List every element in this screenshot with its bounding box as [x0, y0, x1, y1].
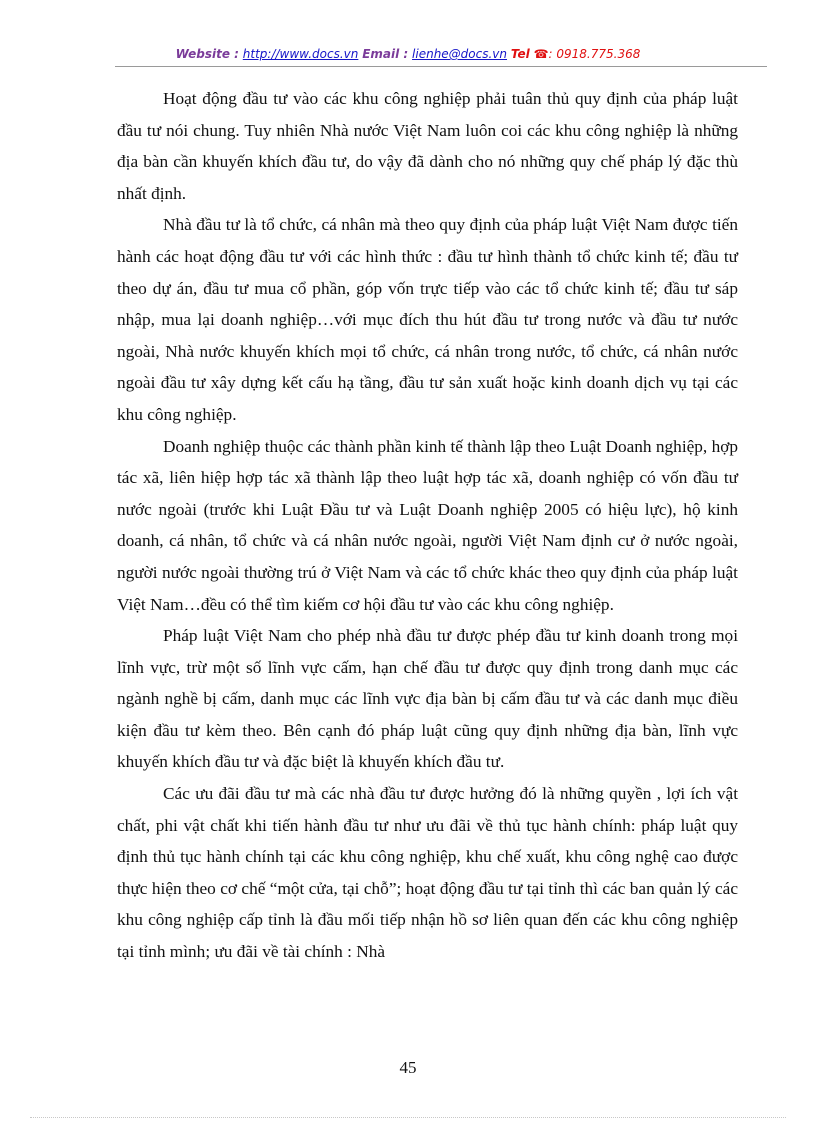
paragraph: Các ưu đãi đầu tư mà các nhà đầu tư được hưởng đó là những quyền , lợi ích vật chất, phi vật chất khi tiến hành đầu tư như ưu đãi về thủ tục hành chính: pháp luật quy định thủ tục hành chính tại các khu công nghiệp, khu chế xuất, khu công nghệ cao được thực hiện theo cơ chế “một cửa, tại chỗ”; hoạt động đầu tư tại tỉnh thì các ban quản lý các khu công nghiệp cấp tỉnh là đầu mối tiếp nhận hồ sơ liên quan đến các khu công nghiệp tại tỉnh mình; ưu đãi về tài chính : Nhà: [117, 784, 738, 962]
tel-label: Tel: [510, 47, 530, 61]
email-label: Email :: [362, 47, 409, 61]
email-link[interactable]: lienhe@docs.vn: [412, 47, 508, 61]
page-number: 45: [399, 1058, 417, 1077]
tel-number: : 0918.775.368: [548, 47, 641, 61]
header-divider: [115, 66, 767, 67]
phone-icon: ☎: [533, 47, 549, 61]
website-link[interactable]: http://www.docs.vn: [242, 47, 359, 61]
website-label: Website :: [175, 47, 239, 61]
paragraph: Pháp luật Việt Nam cho phép nhà đầu tư được phép đầu tư kinh doanh trong mọi lĩnh vực, trừ một số lĩnh vực cấm, hạn chế đầu tư được quy định trong danh mục các ngành nghề bị cấm, danh mục các lĩnh vực địa bàn bị cấm đầu tư và các danh mục điều kiện đầu tư kèm theo. Bên cạnh đó pháp luật cũng quy định những địa bàn, lĩnh vực khuyến khích đầu tư và đặc biệt là khuyến khích đầu tư.: [117, 626, 738, 772]
document-body: [117, 83, 738, 968]
footer-divider: [30, 1117, 786, 1118]
paragraph: Doanh nghiệp thuộc các thành phần kinh tế thành lập theo Luật Doanh nghiệp, hợp tác xã, liên hiệp hợp tác xã thành lập theo luật hợp tác xã, doanh nghiệp có vốn đầu tư nước ngoài (trước khi Luật Đầu tư và Luật Doanh nghiệp 2005 có hiệu lực), hộ kinh doanh, cá nhân, tổ chức và cá nhân nước ngoài, người Việt Nam định cư ở nước ngoài, người nước ngoài thường trú ở Việt Nam và các tổ chức khác theo quy định của pháp luật Việt Nam…đều có thể tìm kiếm cơ hội đầu tư vào các khu công nghiệp.: [117, 436, 738, 614]
paragraph: Hoạt động đầu tư vào các khu công nghiệp phải tuân thủ quy định của pháp luật đầu tư nói chung. Tuy nhiên Nhà nước Việt Nam luôn coi các khu công nghiệp là những địa bàn cần khuyến khích đầu tư, do vậy đã dành cho nó những quy chế pháp lý đặc thù nhất định.: [117, 89, 738, 203]
page-header: [0, 47, 816, 61]
paragraph: Nhà đầu tư là tổ chức, cá nhân mà theo quy định của pháp luật Việt Nam được tiến hành các hoạt động đầu tư với các hình thức : đầu tư hình thành tổ chức kinh tế; đầu tư theo dự án, đầu tư mua cổ phần, góp vốn trực tiếp vào các tổ chức kinh tế; đầu tư sáp nhập, mua lại doanh nghiệp…với mục đích thu hút đầu tư trong nước và đầu tư nước ngoài, Nhà nước khuyến khích mọi tổ chức, cá nhân trong nước, tổ chức, cá nhân nước ngoài đầu tư xây dựng kết cấu hạ tầng, đầu tư sản xuất hoặc kinh doanh dịch vụ tại các khu công nghiệp.: [117, 215, 738, 424]
